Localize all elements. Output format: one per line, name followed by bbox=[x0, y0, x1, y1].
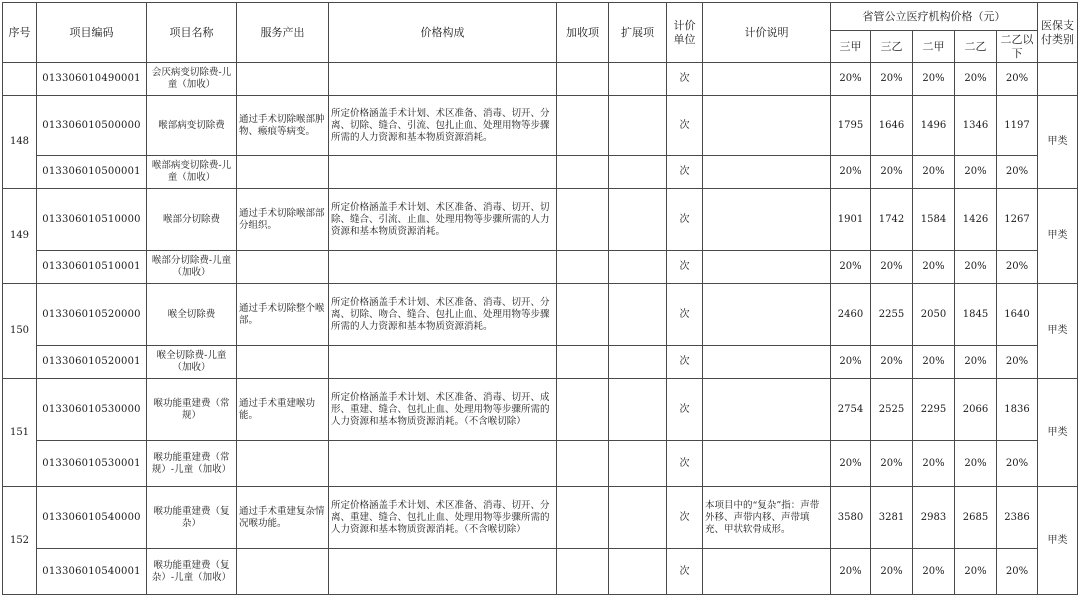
insurance-cell: 甲类 bbox=[1038, 379, 1078, 487]
extra-cell bbox=[557, 156, 609, 189]
unit-cell: 次 bbox=[667, 96, 703, 156]
name-cell: 喉功能重建费（常规）-儿童（加收） bbox=[147, 441, 237, 487]
header-seq: 序号 bbox=[3, 3, 37, 63]
price-cell: 1646 bbox=[871, 96, 913, 156]
price-cell: 20% bbox=[871, 156, 913, 189]
code-cell: 013306010500001 bbox=[37, 156, 147, 189]
code-cell: 013306010540000 bbox=[37, 487, 147, 549]
header-composition: 价格构成 bbox=[329, 3, 557, 63]
price-cell: 20% bbox=[913, 549, 955, 595]
note-cell bbox=[703, 346, 831, 379]
price-cell: 20% bbox=[913, 63, 955, 96]
table-row bbox=[3, 487, 1078, 549]
expand-cell bbox=[609, 441, 667, 487]
price-cell: 20% bbox=[955, 156, 997, 189]
unit-cell: 次 bbox=[667, 549, 703, 595]
table-row bbox=[3, 346, 1078, 379]
header-price-col: 三甲 bbox=[831, 31, 871, 63]
composition-cell bbox=[329, 346, 557, 379]
composition-cell: 所定价格涵盖手术计划、术区准备、消毒、切开、切除、缝合、引流、止血、处理用物等步骤所需的人力资源和基本物质资源消耗。 bbox=[329, 189, 557, 251]
header-insurance: 医保支付类别 bbox=[1038, 3, 1078, 63]
price-cell: 3281 bbox=[871, 487, 913, 549]
expand-cell bbox=[609, 284, 667, 346]
price-cell: 20% bbox=[997, 441, 1038, 487]
note-cell bbox=[703, 441, 831, 487]
header-price-col: 二甲 bbox=[913, 31, 955, 63]
header-price-col: 二乙以下 bbox=[997, 31, 1038, 63]
output-cell bbox=[237, 63, 329, 96]
price-cell: 20% bbox=[831, 346, 871, 379]
output-cell: 通过手术切除喉部肿物、瘢痕等病变。 bbox=[237, 96, 329, 156]
name-cell: 喉功能重建费（复杂）-儿童（加收） bbox=[147, 549, 237, 595]
price-cell: 2386 bbox=[997, 487, 1038, 549]
insurance-cell: 甲类 bbox=[1038, 189, 1078, 284]
price-cell: 20% bbox=[913, 251, 955, 284]
table-row bbox=[3, 379, 1078, 441]
extra-cell bbox=[557, 96, 609, 156]
price-cell: 20% bbox=[955, 251, 997, 284]
header-unit: 计价单位 bbox=[667, 3, 703, 63]
header-name: 项目名称 bbox=[147, 3, 237, 63]
price-cell: 20% bbox=[997, 63, 1038, 96]
seq-cell: 151 bbox=[3, 379, 37, 487]
price-cell: 20% bbox=[831, 549, 871, 595]
output-cell bbox=[237, 251, 329, 284]
extra-cell bbox=[557, 189, 609, 251]
name-cell: 喉全切除费-儿童（加收） bbox=[147, 346, 237, 379]
table-row bbox=[3, 284, 1078, 346]
price-cell: 1795 bbox=[831, 96, 871, 156]
price-cell: 20% bbox=[831, 441, 871, 487]
header-price-col: 三乙 bbox=[871, 31, 913, 63]
seq-cell: 152 bbox=[3, 487, 37, 595]
insurance-cell: 甲类 bbox=[1038, 487, 1078, 595]
expand-cell bbox=[609, 487, 667, 549]
code-cell: 013306010490001 bbox=[37, 63, 147, 96]
extra-cell bbox=[557, 346, 609, 379]
composition-cell: 所定价格涵盖手术计划、术区准备、消毒、切开、分离、切除、缝合、引流、包扎止血、处理用物等步骤所需的人力资源和基本物质资源消耗。 bbox=[329, 96, 557, 156]
output-cell: 通过手术重建喉功能。 bbox=[237, 379, 329, 441]
output-cell: 通过手术切除喉部部分组织。 bbox=[237, 189, 329, 251]
expand-cell bbox=[609, 379, 667, 441]
seq-cell bbox=[3, 63, 37, 96]
insurance-cell: 甲类 bbox=[1038, 284, 1078, 379]
header-note: 计价说明 bbox=[703, 3, 831, 63]
composition-cell bbox=[329, 549, 557, 595]
extra-cell bbox=[557, 487, 609, 549]
note-cell bbox=[703, 156, 831, 189]
price-cell: 1836 bbox=[997, 379, 1038, 441]
price-cell: 20% bbox=[831, 251, 871, 284]
unit-cell: 次 bbox=[667, 63, 703, 96]
price-cell: 20% bbox=[997, 549, 1038, 595]
note-cell bbox=[703, 189, 831, 251]
seq-cell: 150 bbox=[3, 284, 37, 379]
price-cell: 20% bbox=[913, 346, 955, 379]
composition-cell bbox=[329, 251, 557, 284]
expand-cell bbox=[609, 251, 667, 284]
price-cell: 3580 bbox=[831, 487, 871, 549]
price-cell: 2066 bbox=[955, 379, 997, 441]
extra-cell bbox=[557, 284, 609, 346]
name-cell: 会厌病变切除费-儿童（加收） bbox=[147, 63, 237, 96]
insurance-cell: 甲类 bbox=[1038, 96, 1078, 189]
price-cell: 1901 bbox=[831, 189, 871, 251]
price-cell: 20% bbox=[913, 441, 955, 487]
code-cell: 013306010530001 bbox=[37, 441, 147, 487]
note-cell bbox=[703, 379, 831, 441]
expand-cell bbox=[609, 156, 667, 189]
code-cell: 013306010520001 bbox=[37, 346, 147, 379]
seq-cell: 148 bbox=[3, 96, 37, 189]
name-cell: 喉全切除费 bbox=[147, 284, 237, 346]
unit-cell: 次 bbox=[667, 284, 703, 346]
price-cell: 2754 bbox=[831, 379, 871, 441]
output-cell bbox=[237, 346, 329, 379]
price-cell: 2983 bbox=[913, 487, 955, 549]
code-cell: 013306010520000 bbox=[37, 284, 147, 346]
extra-cell bbox=[557, 441, 609, 487]
header-price-col: 二乙 bbox=[955, 31, 997, 63]
output-cell: 通过手术重建复杂情况喉功能。 bbox=[237, 487, 329, 549]
price-cell: 1742 bbox=[871, 189, 913, 251]
note-cell bbox=[703, 63, 831, 96]
name-cell: 喉功能重建费（复杂） bbox=[147, 487, 237, 549]
code-cell: 013306010530000 bbox=[37, 379, 147, 441]
price-cell: 20% bbox=[871, 63, 913, 96]
price-cell: 20% bbox=[997, 251, 1038, 284]
note-cell bbox=[703, 96, 831, 156]
output-cell: 通过手术切除整个喉部。 bbox=[237, 284, 329, 346]
expand-cell bbox=[609, 346, 667, 379]
price-cell: 20% bbox=[871, 441, 913, 487]
name-cell: 喉部分切除费 bbox=[147, 189, 237, 251]
composition-cell bbox=[329, 441, 557, 487]
seq-cell: 149 bbox=[3, 189, 37, 284]
name-cell: 喉功能重建费（常规） bbox=[147, 379, 237, 441]
extra-cell bbox=[557, 251, 609, 284]
header-extra: 加收项 bbox=[557, 3, 609, 63]
composition-cell bbox=[329, 63, 557, 96]
price-cell: 20% bbox=[871, 251, 913, 284]
price-cell: 20% bbox=[871, 346, 913, 379]
code-cell: 013306010510001 bbox=[37, 251, 147, 284]
table-row bbox=[3, 549, 1078, 595]
price-cell: 2255 bbox=[871, 284, 913, 346]
price-cell: 20% bbox=[955, 441, 997, 487]
unit-cell: 次 bbox=[667, 156, 703, 189]
unit-cell: 次 bbox=[667, 487, 703, 549]
price-cell: 20% bbox=[871, 549, 913, 595]
unit-cell: 次 bbox=[667, 189, 703, 251]
note-cell: 本项目中的“复杂”指：声带外移、声带内移、声带填充、甲状软骨成形。 bbox=[703, 487, 831, 549]
price-cell: 1640 bbox=[997, 284, 1038, 346]
header-output: 服务产出 bbox=[237, 3, 329, 63]
extra-cell bbox=[557, 549, 609, 595]
unit-cell: 次 bbox=[667, 379, 703, 441]
expand-cell bbox=[609, 96, 667, 156]
note-cell bbox=[703, 284, 831, 346]
table-row bbox=[3, 441, 1078, 487]
unit-cell: 次 bbox=[667, 441, 703, 487]
price-cell: 20% bbox=[997, 346, 1038, 379]
name-cell: 喉部病变切除费 bbox=[147, 96, 237, 156]
table-row bbox=[3, 251, 1078, 284]
price-cell: 1267 bbox=[997, 189, 1038, 251]
output-cell bbox=[237, 156, 329, 189]
price-cell: 2525 bbox=[871, 379, 913, 441]
unit-cell: 次 bbox=[667, 346, 703, 379]
price-cell: 1845 bbox=[955, 284, 997, 346]
price-cell: 2460 bbox=[831, 284, 871, 346]
price-cell: 20% bbox=[955, 346, 997, 379]
code-cell: 013306010510000 bbox=[37, 189, 147, 251]
price-cell: 20% bbox=[913, 156, 955, 189]
insurance-cell bbox=[1038, 63, 1078, 96]
price-cell: 2050 bbox=[913, 284, 955, 346]
price-cell: 2295 bbox=[913, 379, 955, 441]
price-table bbox=[2, 2, 1078, 595]
table-row bbox=[3, 189, 1078, 251]
code-cell: 013306010540001 bbox=[37, 549, 147, 595]
name-cell: 喉部病变切除费-儿童（加收） bbox=[147, 156, 237, 189]
composition-cell: 所定价格涵盖手术计划、术区准备、消毒、切开、成形、重建、缝合、包扎止血、处理用物等步骤所需的人力资源和基本物质资源消耗。（不含喉切除） bbox=[329, 379, 557, 441]
header-expand: 扩展项 bbox=[609, 3, 667, 63]
price-cell: 1496 bbox=[913, 96, 955, 156]
header-code: 项目编码 bbox=[37, 3, 147, 63]
price-cell: 1197 bbox=[997, 96, 1038, 156]
composition-cell: 所定价格涵盖手术计划、术区准备、消毒、切开、分离、重建、缝合、包扎止血、处理用物等步骤所需的人力资源和基本物质资源消耗。（不含喉切除） bbox=[329, 487, 557, 549]
unit-cell: 次 bbox=[667, 251, 703, 284]
expand-cell bbox=[609, 189, 667, 251]
expand-cell bbox=[609, 549, 667, 595]
price-cell: 20% bbox=[831, 63, 871, 96]
price-cell: 2685 bbox=[955, 487, 997, 549]
output-cell bbox=[237, 441, 329, 487]
price-cell: 1426 bbox=[955, 189, 997, 251]
price-cell: 20% bbox=[831, 156, 871, 189]
table-row bbox=[3, 96, 1078, 156]
name-cell: 喉部分切除费-儿童（加收） bbox=[147, 251, 237, 284]
header-price-group: 省管公立医疗机构价格（元） bbox=[831, 3, 1038, 31]
table-row bbox=[3, 63, 1078, 96]
price-cell: 1346 bbox=[955, 96, 997, 156]
note-cell bbox=[703, 251, 831, 284]
code-cell: 013306010500000 bbox=[37, 96, 147, 156]
price-cell: 20% bbox=[955, 549, 997, 595]
price-cell: 20% bbox=[997, 156, 1038, 189]
note-cell bbox=[703, 549, 831, 595]
output-cell bbox=[237, 549, 329, 595]
extra-cell bbox=[557, 379, 609, 441]
composition-cell bbox=[329, 156, 557, 189]
price-cell: 1584 bbox=[913, 189, 955, 251]
expand-cell bbox=[609, 63, 667, 96]
price-cell: 20% bbox=[955, 63, 997, 96]
table-row bbox=[3, 156, 1078, 189]
extra-cell bbox=[557, 63, 609, 96]
composition-cell: 所定价格涵盖手术计划、术区准备、消毒、切开、分离、切除、吻合、缝合、包扎止血、处理用物等步骤所需的人力资源和基本物质资源消耗。 bbox=[329, 284, 557, 346]
